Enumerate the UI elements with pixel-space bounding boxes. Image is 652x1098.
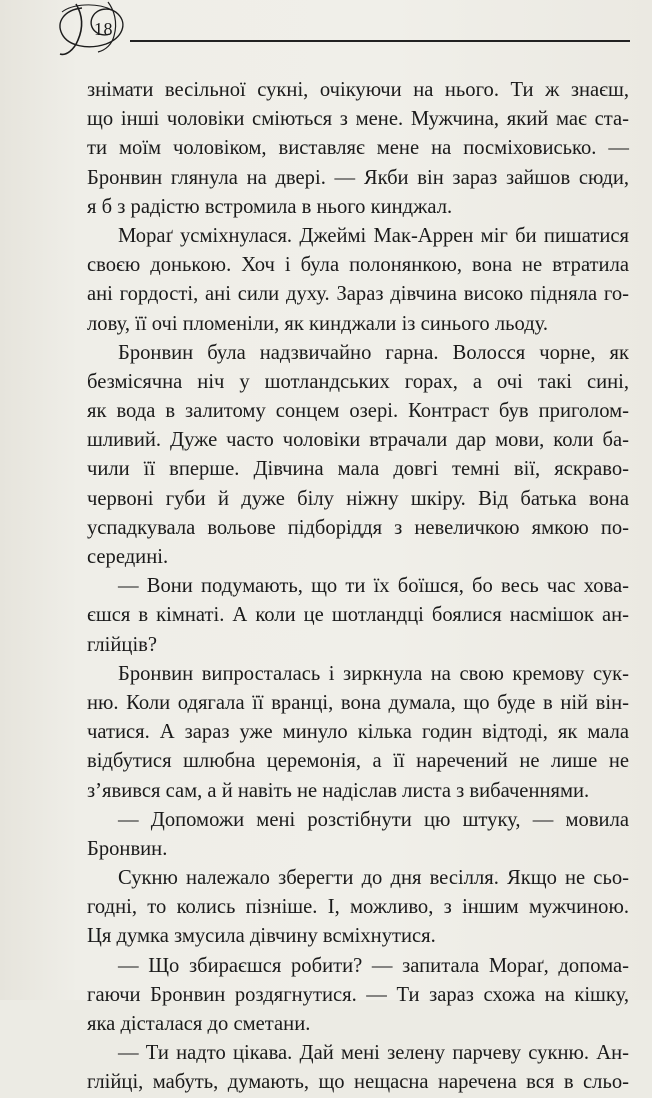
text-line: — Вони подумають, що ти їх боїшся, бо весь час хова- bbox=[118, 575, 629, 598]
text-line: з’явився сам, а й навіть не надіслав листа з вибаченнями. bbox=[87, 779, 590, 802]
text-line: Сукню належало зберегти до дня весілля. Якщо не сьо- bbox=[118, 867, 629, 890]
text-line: як вода в залитому сонцем озері. Контраст був приголом- bbox=[87, 400, 629, 423]
text-line: Бронвин. bbox=[87, 837, 168, 860]
text-line: яка дісталася до сметани. bbox=[87, 1013, 311, 1035]
page-header bbox=[52, 0, 632, 60]
text-line: ти моїм чоловіком, виставляє мене на посміховисько. — bbox=[87, 137, 629, 160]
text-line: гаючи Бронвин роздягнутися. — Ти зараз схожа на кішку, bbox=[87, 983, 629, 1006]
text-line: середині. bbox=[87, 546, 169, 568]
text-line: — Що збираєшся робити? — запитала Мораґ, допома- bbox=[118, 954, 629, 977]
text-line: безмісячна ніч у шотландських горах, а очі такі сині, bbox=[87, 370, 629, 393]
text-line: глійці, мабуть, думають, що нещасна наречена вся в сльо- bbox=[87, 1071, 629, 1094]
text-line: Бронвин випросталась і зиркнула на свою кремову сук- bbox=[118, 662, 629, 685]
text-line: відбутися шлюбна церемонія, а її наречений не лише не bbox=[87, 750, 629, 773]
text-line: чатися. А зараз уже минуло кілька годин відтоді, як мала bbox=[87, 721, 629, 744]
text-line: єшся в кімнаті. А коли це шотландці боялися насмішок ан- bbox=[87, 604, 629, 627]
text-line: що інші чоловіки сміються з мене. Мужчина, який має ста- bbox=[87, 108, 629, 131]
text-line: Бронвин була надзвичайно гарна. Волосся чорне, як bbox=[118, 341, 629, 364]
text-line: червоні губи й дуже білу ніжну шкіру. Від батька вона bbox=[87, 487, 629, 510]
text-line: Ця думка змусила дівчину всміхнутися. bbox=[87, 925, 436, 948]
text-line: Бронвин глянула на двері. — Якби він зараз зайшов сюди, bbox=[87, 166, 629, 189]
text-line: шливий. Дуже часто чоловіки втрачали дар мови, коли ба- bbox=[87, 429, 629, 452]
text-line: я б з радістю встромила в нього кинджал. bbox=[87, 195, 453, 218]
text-line: Мораґ усміхнулася. Джеймі Мак-Аррен міг би пишатися bbox=[118, 224, 629, 247]
text-line: годні, то колись пізніше. І, можливо, з іншим мужчиною. bbox=[87, 896, 629, 919]
body-text bbox=[87, 76, 629, 1098]
text-line: ню. Коли одягала її вранці, вона думала, що буде в ній він- bbox=[87, 691, 629, 714]
text-line: ані гордості, ані сили духу. Зараз дівчина високо підняла го- bbox=[87, 283, 629, 306]
text-line: — Допоможи мені розстібнути цю штуку, — мовила bbox=[118, 808, 629, 831]
text-line: чили її вперше. Дівчина мала довгі темні вії, яскраво- bbox=[87, 458, 629, 481]
text-line: лову, її очі пломеніли, як кинджали із синього льоду. bbox=[87, 312, 549, 335]
text-line: глійців? bbox=[87, 633, 158, 656]
header-rule bbox=[130, 40, 630, 42]
text-line: своєю донькою. Хоч і була полонянкою, вона не втратила bbox=[87, 254, 629, 277]
text-line: успадкувала вольове підборіддя з невеличкою ямкою по- bbox=[87, 516, 629, 539]
page-number: 18 bbox=[94, 19, 113, 39]
text-line: — Ти надто цікава. Дай мені зелену парчеву сукню. Ан- bbox=[118, 1042, 629, 1065]
text-line: знімати весільної сукні, очікуючи на нього. Ти ж знаєш, bbox=[87, 79, 629, 101]
